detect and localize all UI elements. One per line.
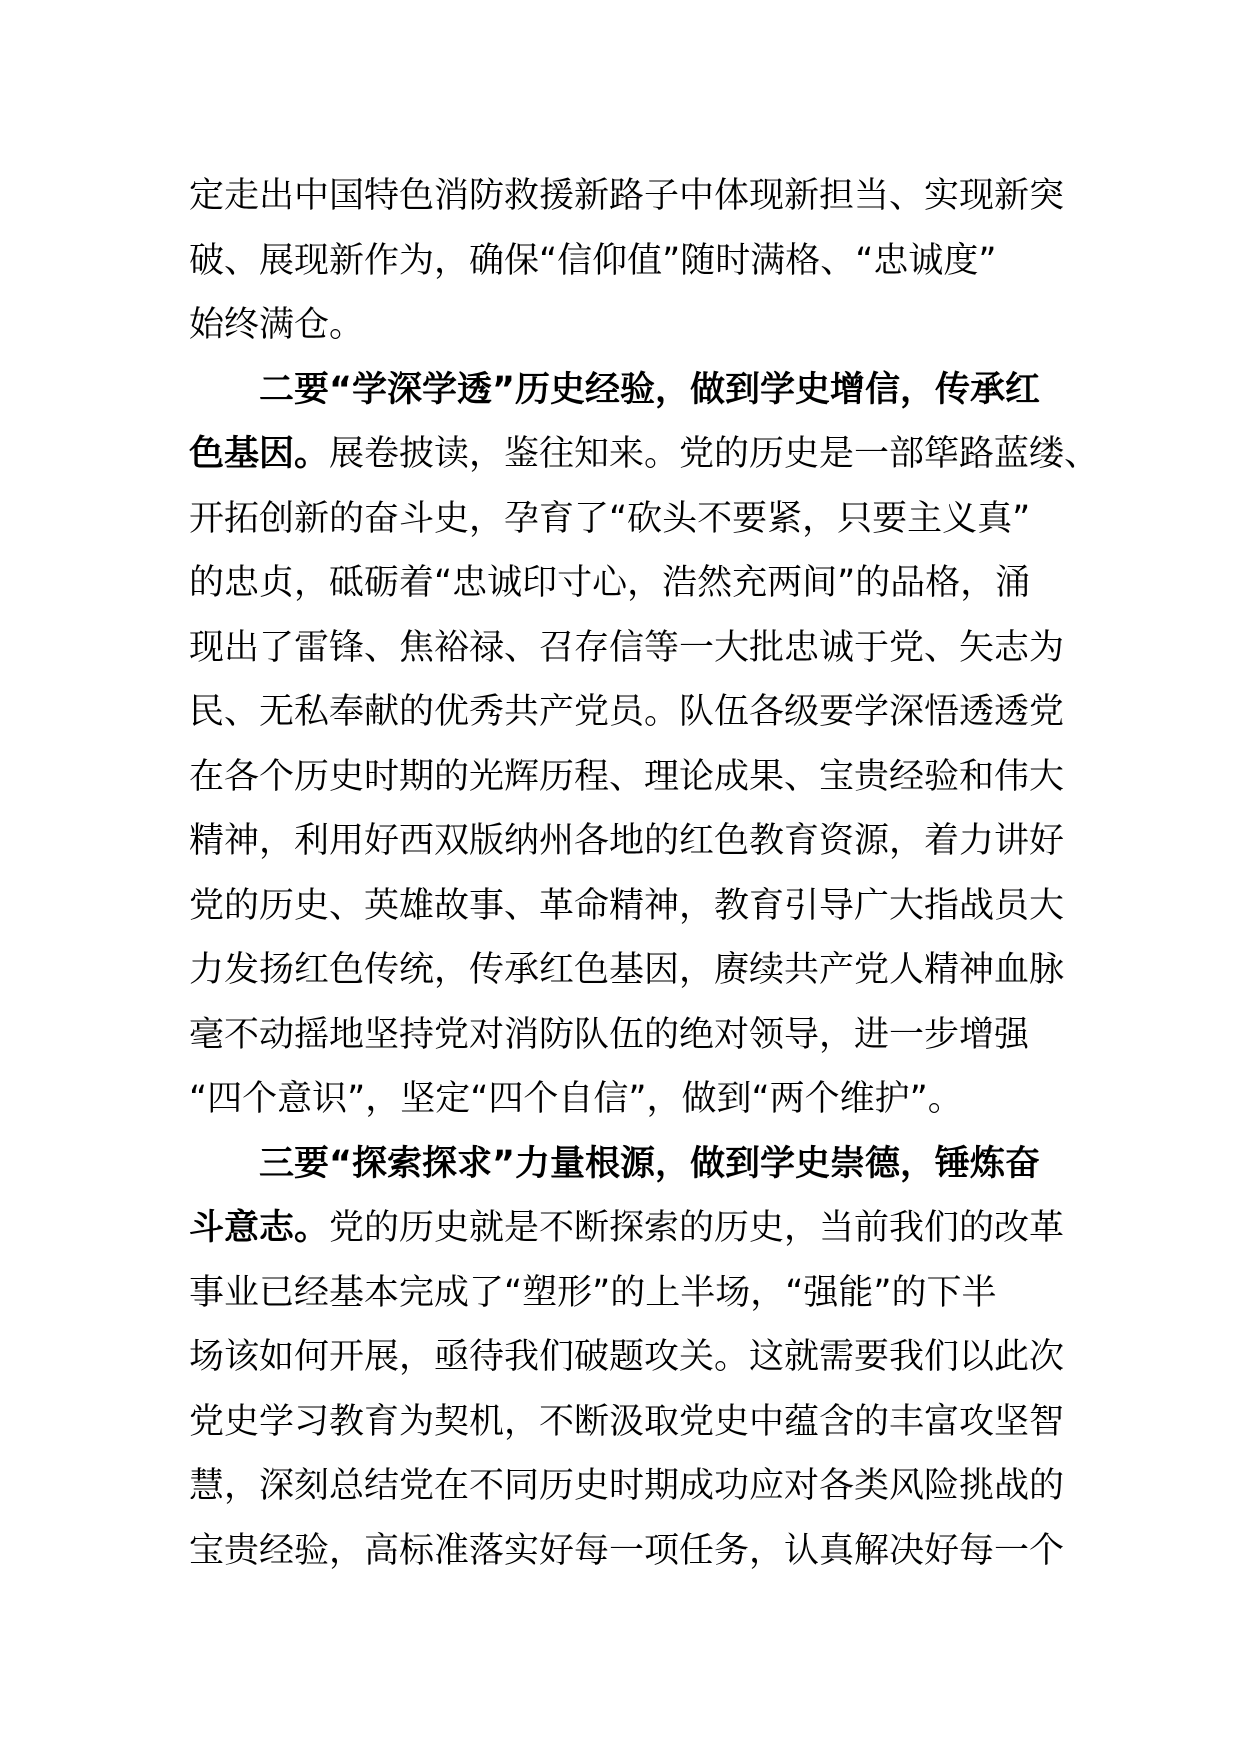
text-line: 慧，深刻总结党在不同历史时期成功应对各类风险挑战的 bbox=[189, 1466, 1065, 1506]
section-heading-end: 斗意志。 bbox=[189, 1208, 330, 1248]
text-line: 民、无私奉献的优秀共产党员。队伍各级要学深悟透透党 bbox=[189, 692, 1065, 732]
text-line: 开拓创新的奋斗史，孕育了“砍头不要紧，只要主义真” bbox=[189, 498, 1031, 539]
text-line bbox=[189, 422, 1100, 487]
paragraph-1 bbox=[189, 164, 1069, 358]
text-line: 毫不动摇地坚持党对消防队伍的绝对领导，进一步增强 bbox=[189, 1014, 1030, 1055]
text-line: 事业已经基本完成了“塑形”的上半场，“强能”的下半 bbox=[189, 1272, 997, 1313]
text-line: 党史学习教育为契机，不断汲取党史中蕴含的丰富攻坚智 bbox=[189, 1401, 1065, 1442]
text-run: 党的历史就是不断探索的历史，当前我们的改革 bbox=[329, 1208, 1065, 1248]
text-line bbox=[189, 1196, 1069, 1261]
document-body bbox=[189, 164, 1100, 1583]
paragraph-2 bbox=[189, 358, 1100, 1132]
text-line: 场该如何开展，亟待我们破题攻关。这就需要我们以此次 bbox=[189, 1337, 1065, 1377]
text-line: 始终满仓。 bbox=[189, 305, 365, 345]
section-heading: 三要“探索探求”力量根源，做到学史崇德，锤炼奋 bbox=[259, 1143, 1041, 1184]
text-line: “四个意识”，坚定“四个自信”，做到“两个维护”。 bbox=[189, 1079, 963, 1119]
text-line: 破、展现新作为，确保“信仰值”随时满格、“忠诚度” bbox=[189, 240, 997, 281]
section-heading-end: 色基因。 bbox=[189, 434, 330, 474]
text-line: 党的历史、英雄故事、革命精神，教育引导广大指战员大 bbox=[189, 885, 1065, 926]
text-line: 宝贵经验，高标准落实好每一项任务，认真解决好每一个 bbox=[189, 1530, 1065, 1571]
text-line: 力发扬红色传统，传承红色基因，赓续共产党人精神血脉 bbox=[189, 950, 1065, 990]
text-line: 精神，利用好西双版纳州各地的红色教育资源，着力讲好 bbox=[189, 821, 1065, 861]
text-line: 现出了雷锋、焦裕禄、召存信等一大批忠诚于党、矢志为 bbox=[189, 627, 1065, 668]
paragraph-3 bbox=[189, 1132, 1069, 1584]
text-line: 在各个历史时期的光辉历程、理论成果、宝贵经验和伟大 bbox=[189, 756, 1065, 797]
text-run: 展卷披读，鉴往知来。党的历史是一部筚路蓝缕、 bbox=[329, 434, 1100, 474]
section-heading: 二要“学深学透”历史经验，做到学史增信，传承红 bbox=[259, 369, 1041, 410]
text-line: 的忠贞，砥砺着“忠诚印寸心，浩然充两间”的品格，涌 bbox=[189, 563, 1031, 603]
text-line: 定走出中国特色消防救援新路子中体现新担当、实现新突 bbox=[189, 176, 1065, 216]
